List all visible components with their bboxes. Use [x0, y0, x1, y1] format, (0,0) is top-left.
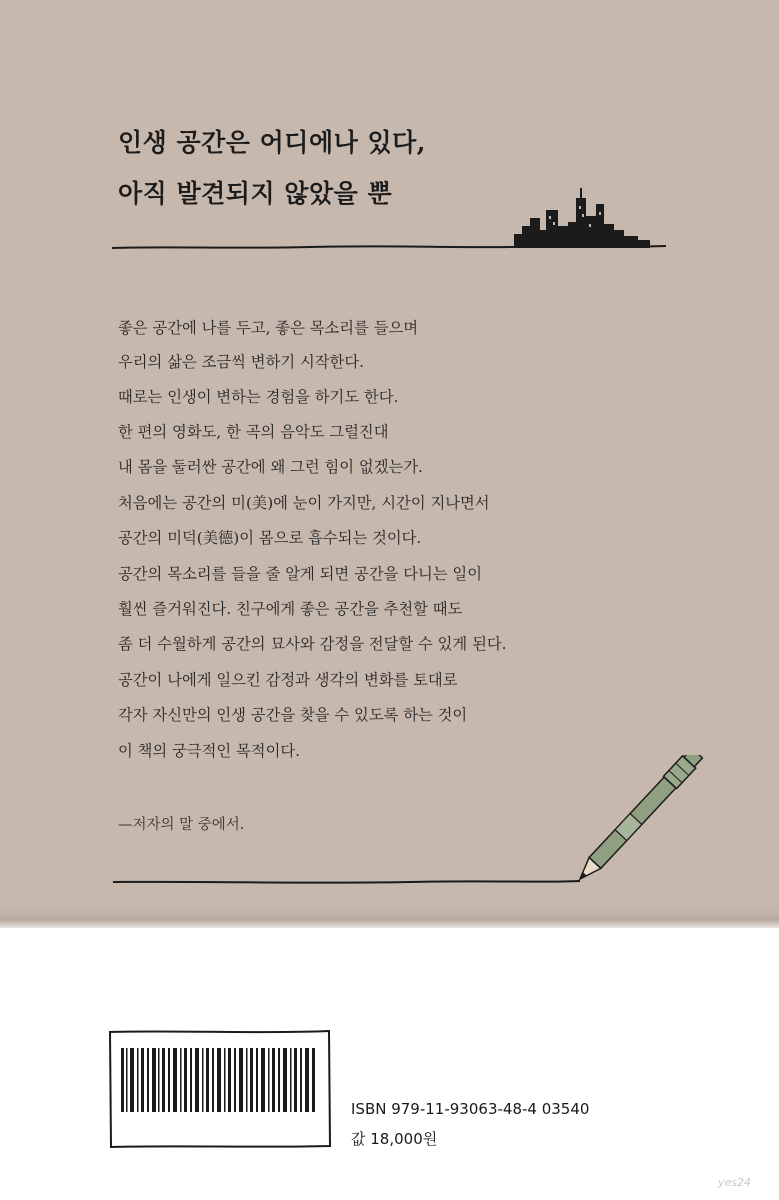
body-line-6: 처음에는 공간의 미(美)에 눈이 가지만, 시간이 지나면서 [118, 494, 490, 512]
body-line-2: 우리의 삶은 조금씩 변하기 시작한다. [118, 353, 364, 371]
body-line-3: 때로는 인생이 변하는 경험을 하기도 한다. [118, 388, 399, 406]
headline-line-1: 인생 공간은 어디에나 있다, [118, 128, 426, 157]
body-line-8: 공간의 목소리를 들을 줄 알게 되면 공간을 다니는 일이 [118, 565, 482, 583]
body-line-5: 내 몸을 둘러싼 공간에 왜 그런 힘이 없겠는가. [118, 458, 423, 476]
city-skyline-illustration [110, 186, 670, 256]
isbn-text: ISBN 979-11-93063-48-4 03540 [351, 1100, 590, 1118]
body-line-1: 좋은 공간에 나를 두고, 좋은 목소리를 들으며 [118, 319, 419, 337]
price-text: 값 18,000원 [351, 1130, 438, 1148]
pencil-illustration [110, 755, 730, 895]
body-line-11: 공간이 나에게 일으킨 감정과 생각의 변화를 토대로 [118, 671, 458, 689]
body-line-10: 좀 더 수월하게 공간의 묘사와 감정을 전달할 수 있게 된다. [118, 635, 507, 653]
watermark-text: yes24 [718, 1176, 752, 1189]
headline-line-2: 아직 발견되지 않았을 뿐 [118, 179, 393, 208]
author-credit: —저자의 말 중에서. [118, 817, 245, 833]
body-line-13: 이 책의 궁극적인 목적이다. [118, 742, 300, 760]
panel-edge [0, 908, 779, 928]
body-line-4: 한 편의 영화도, 한 곡의 음악도 그럴진대 [118, 423, 389, 441]
body-line-12: 각자 자신만의 인생 공간을 찾을 수 있도록 하는 것이 [118, 706, 468, 724]
body-line-7: 공간의 미덕(美德)이 몸으로 흡수되는 것이다. [118, 529, 422, 547]
barcode-icon [107, 1028, 333, 1150]
body-line-9: 훨씬 즐거워진다. 친구에게 좋은 공간을 추천할 때도 [118, 600, 463, 618]
